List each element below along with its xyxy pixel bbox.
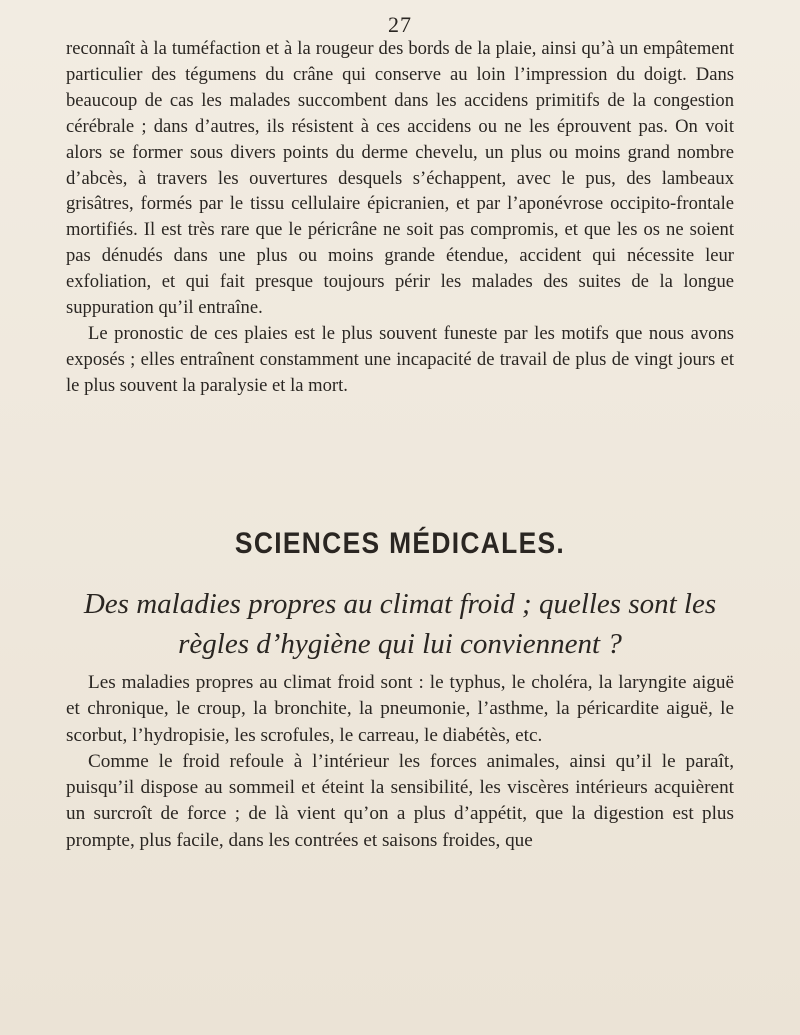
paragraph-cold-effects: Comme le froid refoule à l’intérieur les forces animales, ainsi qu’il le paraît, puisqu’il dispose au sommeil et éteint la sensibilité, les viscères intérieurs acquièrent un surcroît de force ; de là vient qu’on a plus d’appétit, que la digestion est plus prompte, plus facile, dans les contrées et saisons froides, que xyxy=(66,750,734,851)
paragraph-diseases-list: Les maladies propres au climat froid sont : le typhus, le choléra, la laryngite aiguë et chronique, le croup, la bronchite, la pneumonie, l’asthme, la péricardite aiguë, le scorbut, l’hydropisie, les scrofules, le carreau, le diabétès, etc. xyxy=(66,672,734,746)
article-title: Des maladies propres au climat froid ; quelles sont les règles d’hygiène qui lui conviennent ? xyxy=(83,588,717,660)
page-number: 27 xyxy=(388,12,412,37)
text-block-top xyxy=(66,36,734,399)
section-heading: SCIENCES MÉDICALES. xyxy=(234,527,566,560)
paragraph-continued: reconnaît à la tuméfaction et à la rougeur des bords de la plaie, ainsi qu’à un empâtement particulier des tégumens du crâne qui conserve au loin l’impression du doigt. Dans beaucoup de cas les malades succombent dans les accidens primitifs de la congestion cérébrale ; dans d’autres, ils résistent à ces accidens ou ne les éprouvent pas. On voit alors se former sous divers points du derme chevelu, un plus ou moins grand nombre d’abcès, à travers les ouvertures desquels s’échappent, avec le pus, des lambeaux grisâtres, formés par le tissu cellulaire épicranien, et par l’aponévrose occipito-frontale mortifiés. Il est très rare que le péricrâne ne soit pas compromis, et que les os ne soient pas dénudés dans une plus ou moins grande étendue, accident qui nécessite leur exfoliation, et qui fait presque toujours périr les malades des suites de la longue suppuration qu’il entraîne. xyxy=(66,38,734,319)
paragraph-prognosis: Le pronostic de ces plaies est le plus souvent funeste par les motifs que nous avons exposés ; elles entraînent constamment une incapacité de travail de plus de vingt jours et le plus souvent la paralysie et la mort. xyxy=(66,322,734,396)
text-block-bottom xyxy=(66,670,734,854)
